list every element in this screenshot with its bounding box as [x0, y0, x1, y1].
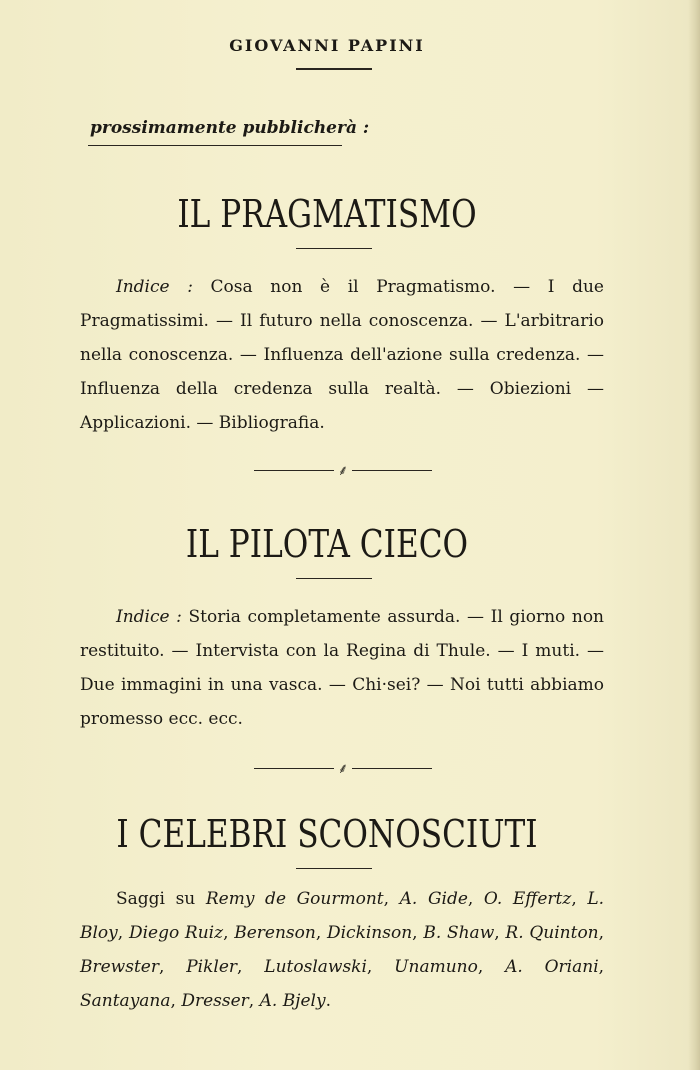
index-label: Indice :	[116, 607, 182, 627]
intro-text: prossimamente pubblicherà :	[90, 118, 370, 138]
essay-subject: Dickinson	[326, 923, 413, 943]
punctuation: ,	[494, 923, 500, 943]
punctuation: ,	[315, 923, 322, 943]
divider-ornament: ⸙	[337, 761, 349, 777]
section-body-pragmatismo	[80, 270, 604, 440]
punctuation: ,	[170, 991, 176, 1011]
divider-ornament: ⸙	[337, 463, 349, 479]
punctuation: ,	[248, 991, 255, 1011]
essay-subject: R. Quinton	[505, 923, 599, 943]
essay-subject: L. Bloy	[80, 889, 605, 943]
punctuation: .	[325, 991, 331, 1011]
essay-subject: Unamuno	[394, 957, 478, 977]
essay-subject: A. Bjely	[259, 991, 326, 1011]
essay-subject: Diego Ruiz	[128, 923, 224, 943]
index-label: Indice :	[116, 277, 193, 297]
author-name: GIOVANNI PAPINI	[229, 36, 425, 55]
essay-subject: Santayana	[80, 991, 171, 1011]
punctuation: ,	[477, 957, 484, 977]
punctuation: ,	[598, 923, 605, 943]
punctuation: ,	[117, 923, 124, 943]
punctuation: ,	[237, 957, 243, 977]
essays-lead: Saggi su	[116, 889, 196, 909]
essay-subject: Berenson	[234, 923, 316, 943]
essay-subject: A. Gide	[399, 889, 468, 909]
title-underline	[296, 578, 372, 579]
section-title-celebri-sconosciuti: I CELEBRI SCONOSCIUTI	[116, 812, 538, 856]
section-title-pilota-cieco: IL PILOTA CIECO	[185, 522, 469, 566]
punctuation: ,	[467, 889, 474, 909]
section-divider	[0, 460, 686, 479]
punctuation: ,	[598, 957, 605, 977]
essay-subject: Remy de Gourmont	[205, 889, 384, 909]
punctuation: ,	[158, 957, 165, 977]
essay-subject: A. Oriani	[505, 957, 599, 977]
essay-subject: Dresser	[181, 991, 249, 1011]
index-text: Cosa non è il Pragmatismo. — I due Pragmatissimi. — Il futuro nella conoscenza. — L'arbitrario nella conoscenza. — Influenza dell'azione sulla credenza. — Influenza della credenza sulla realtà. — Obiezioni — Applicazioni. — Bibliografia.	[80, 277, 604, 433]
section-body-celebri-sconosciuti	[80, 882, 604, 1018]
section-body-pilota-cieco	[80, 600, 604, 736]
author-underline	[296, 68, 372, 70]
punctuation: ,	[571, 889, 577, 909]
intro-underline	[88, 145, 342, 146]
punctuation: ,	[223, 923, 229, 943]
title-underline	[296, 248, 372, 249]
section-title-pragmatismo: IL PRAGMATISMO	[177, 192, 477, 236]
essay-subject: Brewster	[80, 957, 159, 977]
title-underline	[296, 868, 372, 869]
punctuation: ,	[383, 889, 390, 909]
essay-subject: O. Effertz	[483, 889, 572, 909]
punctuation: ,	[366, 957, 373, 977]
index-text: Storia completamente assurda. — Il giorno non restituito. — Intervista con la Regina di Thule. — I muti. — Due immagini in una vasca. — Chi·sei? — Noi tutti abbiamo promesso ecc. ecc.	[80, 607, 605, 729]
essay-subject: Lutoslawski	[264, 957, 367, 977]
section-divider	[0, 758, 686, 777]
page-edge-shadow	[688, 0, 700, 1070]
essay-subject: B. Shaw	[423, 923, 495, 943]
essay-subject: Pikler	[186, 957, 238, 977]
punctuation: ,	[412, 923, 418, 943]
